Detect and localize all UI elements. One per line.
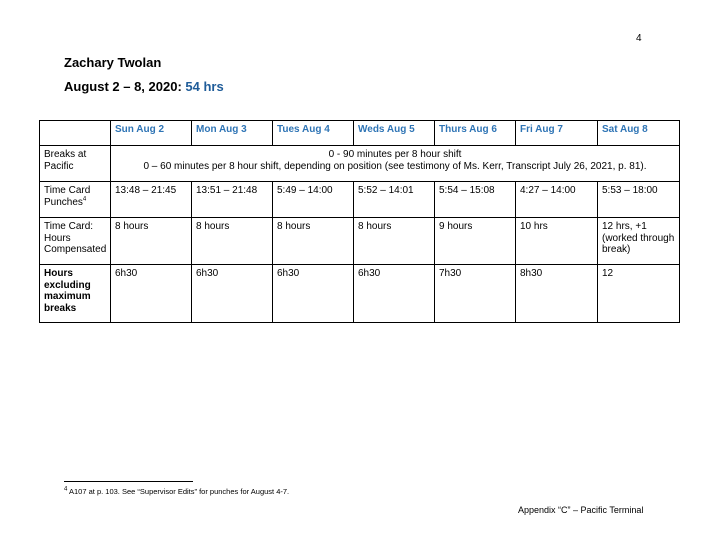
period-hours: 54 hrs xyxy=(185,79,224,94)
punches-row xyxy=(40,182,680,218)
excluding-cell: 6h30 xyxy=(354,265,435,323)
row-label-text: Time Card Punches xyxy=(44,185,91,208)
breaks-description xyxy=(111,146,680,182)
page-number: 4 xyxy=(636,33,642,44)
employee-name: Zachary Twolan xyxy=(64,55,162,70)
header-day: Mon Aug 3 xyxy=(192,121,273,146)
row-label: Hours excluding maximum breaks xyxy=(40,265,111,323)
page-footer: Appendix “C” – Pacific Terminal xyxy=(518,505,644,515)
excluding-cell: 6h30 xyxy=(273,265,354,323)
excluding-cell: 12 xyxy=(598,265,680,323)
compensated-cell: 8 hours xyxy=(354,218,435,265)
excluding-cell: 8h30 xyxy=(516,265,598,323)
header-day: Weds Aug 5 xyxy=(354,121,435,146)
excluding-cell: 6h30 xyxy=(192,265,273,323)
compensated-cell: 8 hours xyxy=(192,218,273,265)
header-row xyxy=(40,121,680,146)
punch-cell: 5:54 – 15:08 xyxy=(435,182,516,218)
row-label: Time Card: Hours Compensated xyxy=(40,218,111,265)
compensated-cell: 8 hours xyxy=(111,218,192,265)
compensated-cell: 12 hrs, +1 (worked through break) xyxy=(598,218,680,265)
header-day: Fri Aug 7 xyxy=(516,121,598,146)
header-day: Thurs Aug 6 xyxy=(435,121,516,146)
punch-cell: 5:52 – 14:01 xyxy=(354,182,435,218)
period-heading xyxy=(64,79,224,94)
punch-cell: 5:49 – 14:00 xyxy=(273,182,354,218)
compensated-cell: 10 hrs xyxy=(516,218,598,265)
header-day: Tues Aug 4 xyxy=(273,121,354,146)
breaks-line-2: 0 – 60 minutes per 8 hour shift, depending on position (see testimony of Ms. Kerr, Transcript July 26, 2021, p. 81). xyxy=(143,160,647,172)
header-day: Sat Aug 8 xyxy=(598,121,680,146)
compensated-cell: 8 hours xyxy=(273,218,354,265)
footnote-divider xyxy=(64,481,193,482)
schedule-table xyxy=(39,120,680,323)
excluding-row xyxy=(40,265,680,323)
excluding-cell: 7h30 xyxy=(435,265,516,323)
row-label: Breaks at Pacific xyxy=(40,146,111,182)
excluding-cell: 6h30 xyxy=(111,265,192,323)
footnote-number: 4 xyxy=(64,486,68,493)
row-label xyxy=(40,182,111,218)
header-day: Sun Aug 2 xyxy=(111,121,192,146)
punch-cell: 13:51 – 21:48 xyxy=(192,182,273,218)
period-range: August 2 – 8, 2020: xyxy=(64,79,182,94)
footnote-text: A107 at p. 103. See “Supervisor Edits” for punches for August 4-7. xyxy=(67,487,290,496)
punch-cell: 4:27 – 14:00 xyxy=(516,182,598,218)
punch-cell: 5:53 – 18:00 xyxy=(598,182,680,218)
header-corner-cell xyxy=(40,121,111,146)
breaks-line-1: 0 - 90 minutes per 8 hour shift xyxy=(328,149,462,160)
compensated-cell: 9 hours xyxy=(435,218,516,265)
compensated-row xyxy=(40,218,680,265)
breaks-row xyxy=(40,146,680,182)
footnote xyxy=(64,487,289,496)
footnote-ref: 4 xyxy=(82,196,87,203)
punch-cell: 13:48 – 21:45 xyxy=(111,182,192,218)
